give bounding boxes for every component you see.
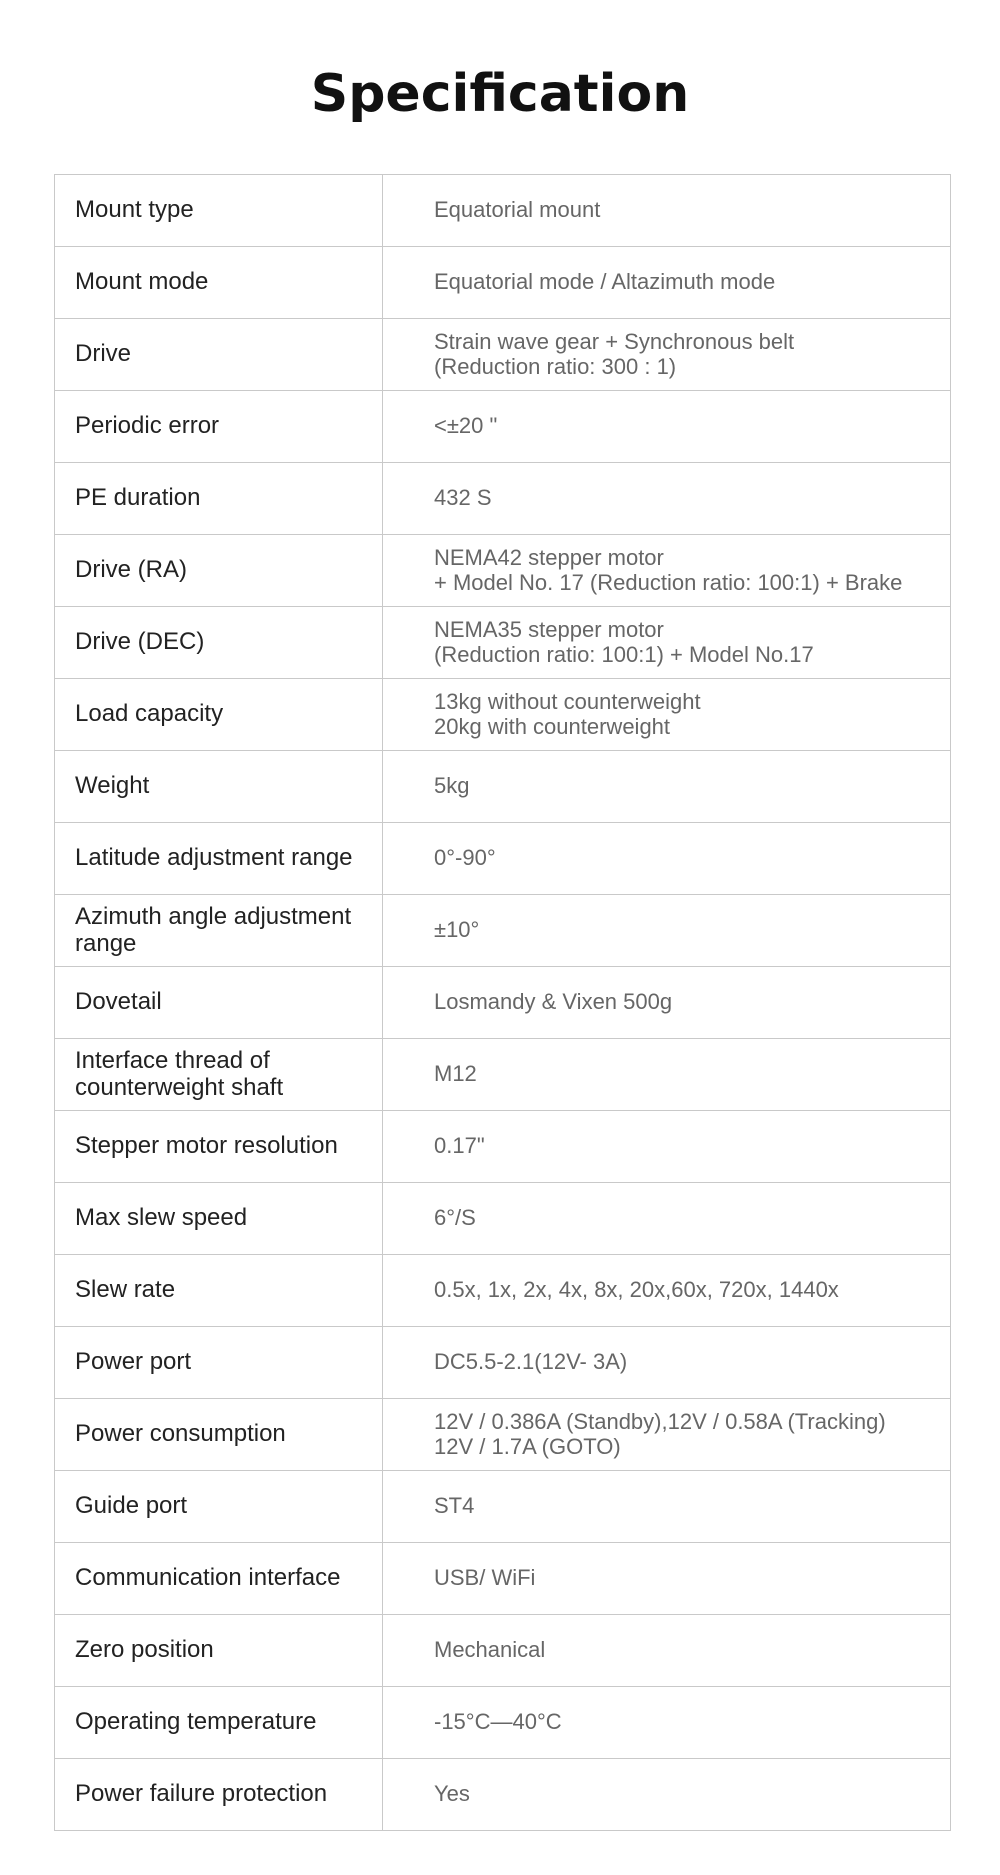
spec-value-line: USB/ WiFi	[434, 1565, 536, 1591]
spec-value	[383, 1471, 951, 1543]
spec-value	[383, 823, 951, 895]
specification-table	[54, 174, 951, 1831]
spec-value	[383, 967, 951, 1039]
spec-value	[383, 679, 951, 751]
spec-value	[383, 1759, 951, 1831]
spec-value	[383, 319, 951, 391]
spec-label: Power port	[55, 1327, 383, 1399]
spec-row	[55, 1327, 951, 1399]
spec-value-line: <±20 "	[434, 413, 498, 439]
spec-value-line: NEMA35 stepper motor	[434, 616, 664, 642]
spec-value-line: NEMA42 stepper motor	[434, 544, 664, 570]
spec-value	[383, 1183, 951, 1255]
spec-value	[383, 1039, 951, 1111]
spec-value-line: 13kg without counterweight	[434, 688, 701, 714]
page-title: Specification	[310, 64, 690, 124]
spec-value	[383, 175, 951, 247]
spec-value-line: 12V / 0.386A (Standby),12V / 0.58A (Tracking)	[434, 1408, 886, 1434]
spec-row	[55, 1471, 951, 1543]
spec-value	[383, 1687, 951, 1759]
spec-value-line: 12V / 1.7A (GOTO)	[434, 1433, 621, 1459]
spec-value-line: 432 S	[434, 485, 492, 511]
spec-row	[55, 607, 951, 679]
spec-label: Periodic error	[55, 391, 383, 463]
spec-value	[383, 1543, 951, 1615]
spec-row	[55, 1543, 951, 1615]
spec-row	[55, 1759, 951, 1831]
spec-label: Zero position	[55, 1615, 383, 1687]
spec-label: Weight	[55, 751, 383, 823]
spec-value-line: -15°C—40°C	[434, 1709, 562, 1735]
spec-value-line: (Reduction ratio: 300 : 1)	[434, 353, 677, 379]
spec-row	[55, 175, 951, 247]
spec-value	[383, 463, 951, 535]
spec-value	[383, 1111, 951, 1183]
spec-label: Operating temperature	[55, 1687, 383, 1759]
spec-value	[383, 1399, 951, 1471]
spec-label: Mount mode	[55, 247, 383, 319]
spec-label: Load capacity	[55, 679, 383, 751]
spec-value-line: M12	[434, 1061, 477, 1087]
spec-value	[383, 391, 951, 463]
spec-label: PE duration	[55, 463, 383, 535]
spec-label: Latitude adjustment range	[55, 823, 383, 895]
spec-row	[55, 1255, 951, 1327]
spec-label: Dovetail	[55, 967, 383, 1039]
spec-row	[55, 1039, 951, 1111]
spec-value-line: (Reduction ratio: 100:1) + Model No.17	[434, 641, 814, 667]
spec-value-line: Mechanical	[434, 1637, 546, 1663]
spec-value-line: 0.5x, 1x, 2x, 4x, 8x, 20x,60x, 720x, 1440x	[434, 1277, 839, 1303]
spec-value	[383, 751, 951, 823]
spec-row	[55, 1111, 951, 1183]
spec-row	[55, 1183, 951, 1255]
spec-label: Slew rate	[55, 1255, 383, 1327]
spec-row	[55, 463, 951, 535]
spec-value	[383, 247, 951, 319]
specification-table-body	[55, 175, 951, 1831]
spec-value-line: 0°-90°	[434, 845, 496, 871]
spec-row	[55, 751, 951, 823]
spec-label: Power consumption	[55, 1399, 383, 1471]
spec-row	[55, 1399, 951, 1471]
spec-row	[55, 967, 951, 1039]
spec-label: Stepper motor resolution	[55, 1111, 383, 1183]
spec-value	[383, 895, 951, 967]
spec-value-line: Strain wave gear + Synchronous belt	[434, 328, 795, 354]
spec-row	[55, 247, 951, 319]
spec-value	[383, 1255, 951, 1327]
spec-row	[55, 1687, 951, 1759]
spec-row	[55, 895, 951, 967]
spec-row	[55, 391, 951, 463]
spec-value-line: 6°/S	[434, 1205, 476, 1231]
spec-value-line: DC5.5-2.1(12V- 3A)	[434, 1349, 628, 1375]
spec-value-line: Losmandy & Vixen 500g	[434, 989, 673, 1015]
spec-label: Drive	[55, 319, 383, 391]
spec-value-line: 0.17"	[434, 1133, 485, 1159]
spec-label: Max slew speed	[55, 1183, 383, 1255]
spec-label: Power failure protection	[55, 1759, 383, 1831]
spec-label: Interface thread of counterweight shaft	[55, 1039, 383, 1111]
spec-value-line: 5kg	[434, 773, 470, 799]
spec-value-line: Equatorial mount	[434, 197, 601, 223]
spec-value-line: ST4	[434, 1493, 475, 1519]
spec-value	[383, 1615, 951, 1687]
spec-row	[55, 535, 951, 607]
spec-value-line: ±10°	[434, 917, 480, 943]
spec-label: Drive (RA)	[55, 535, 383, 607]
spec-value-line: Yes	[434, 1781, 470, 1807]
spec-row	[55, 823, 951, 895]
spec-label: Azimuth angle adjustment range	[55, 895, 383, 967]
spec-label: Drive (DEC)	[55, 607, 383, 679]
spec-value	[383, 1327, 951, 1399]
spec-value-line: 20kg with counterweight	[434, 713, 671, 739]
spec-row	[55, 679, 951, 751]
spec-row	[55, 319, 951, 391]
spec-value-line: + Model No. 17 (Reduction ratio: 100:1) + Brake	[434, 569, 903, 595]
spec-label: Communication interface	[55, 1543, 383, 1615]
spec-label: Guide port	[55, 1471, 383, 1543]
spec-label: Mount type	[55, 175, 383, 247]
spec-value-line: Equatorial mode / Altazimuth mode	[434, 269, 776, 295]
spec-value	[383, 607, 951, 679]
spec-row	[55, 1615, 951, 1687]
spec-value	[383, 535, 951, 607]
